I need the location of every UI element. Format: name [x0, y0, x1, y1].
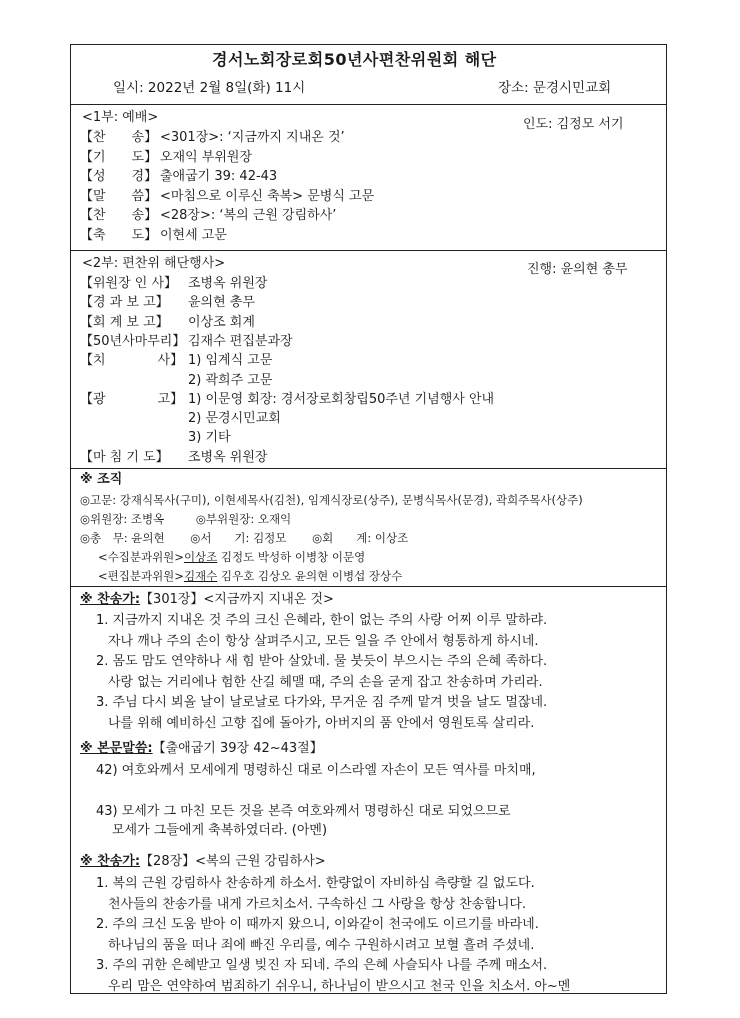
edit-head: 김재수: [183, 569, 218, 583]
org-chair-label: ◎위원장:: [80, 512, 128, 526]
part2-row-label: 【광 고】: [80, 391, 184, 407]
divider-hymn1: [70, 586, 667, 587]
scripture-marker: ※ 본문말씀:: [80, 741, 153, 756]
edit-label: <편집분과위원>: [98, 569, 184, 583]
part1-row-value: <마침으로 이루신 축복> 문병식 고문: [160, 188, 375, 204]
scripture-heading: [80, 741, 323, 757]
page-title: 경서노회장로회50년사편찬위원회 해단: [212, 50, 497, 69]
hymn2-line: 우리 맘은 연약하여 범죄하기 쉬우니, 하나님이 받으시고 천국 인을 치소서. 아~멘: [108, 978, 571, 994]
hymn1-title: 【301장】<지금까지 지내온 것>: [140, 592, 334, 607]
edit-members: 김우호 김상오 윤의현 이병섭 장상수: [217, 569, 403, 583]
event-place: 장소: 문경시민교회: [498, 80, 612, 96]
org-officers-row: [80, 530, 408, 546]
part1-row-label: 【찬 송】: [80, 130, 158, 145]
part2-row-label: 【회 계 보 고】: [80, 314, 169, 330]
part2-row-label: 【마 침 기 도】: [80, 449, 169, 465]
hymn2-line: 천사들의 찬송가를 내게 가르치소서. 구속하신 그 사랑을 항상 찬송합니다.: [108, 896, 527, 912]
hymn1-line: 3. 주님 다시 뵈올 날이 날로날로 다가와, 무거운 짐 주께 맡겨 벗을 날도 멀잖네.: [96, 695, 548, 710]
part1-row-value: <28장>: ‘복의 근원 강림하사’: [160, 208, 337, 223]
part2-row-label: 【경 과 보 고】: [80, 295, 169, 311]
org-secgen-label: ◎총 무:: [80, 531, 128, 545]
part2-row-value: 이상조 회계: [188, 314, 255, 330]
org-clerk: 김정모: [253, 531, 287, 545]
hymn1-line: 2. 몸도 맘도 연약하나 새 힘 받아 살았네. 물 붓듯이 부으시는 주의 은혜 족하다.: [96, 654, 548, 669]
part1-row-label: 【찬 송】: [80, 208, 158, 223]
part2-row-value: 1) 이문영 회장: 경서장로회창립50주년 기념행사 안내: [188, 391, 495, 407]
hymn1-marker: ※ 찬송가:: [80, 592, 141, 607]
hymn2-marker: ※ 찬송가:: [80, 854, 141, 869]
event-datetime: 일시: 2022년 2월 8일(화) 11시: [113, 80, 306, 96]
hymn2-line: 하나님의 품을 떠나 죄에 빠진 우리를, 예수 구원하시려고 보혈 흘려 주셨네.: [108, 937, 535, 953]
org-edit-committee: [98, 568, 402, 584]
part1-row-value: 출애굽기 39: 42-43: [160, 169, 278, 184]
org-treasurer-label: ◎회 계:: [312, 531, 372, 545]
part2-row-label: 【치 사】: [80, 353, 184, 369]
hymn1-line: 1. 지금까지 지내온 것 주의 크신 은혜라, 한이 없는 주의 사랑 어찌 이루 말하랴.: [96, 613, 548, 628]
part2-row-label: 【위원장 인 사】: [80, 276, 178, 291]
part1-row-label: 【성 경】: [80, 169, 158, 184]
part2-row-label: 【50년사마무리】: [80, 333, 186, 349]
part2-row-value: 1) 임계식 고문: [188, 353, 273, 369]
org-vice-label: ◎부위원장:: [195, 512, 255, 526]
verse-43: 43) 모세가 그 마친 모든 것을 본즉 여호와께서 명령하신 대로 되었으므로: [96, 804, 511, 819]
part2-row-value: 조병옥 위원장: [188, 276, 268, 291]
hymn2-line: 3. 주의 귀한 은혜받고 일생 빚진 자 되네. 주의 은혜 사슬되사 나를 주께 매소서.: [96, 958, 548, 973]
part1-row-value: 오재익 부위원장: [160, 149, 253, 165]
part1-row-label: 【말 씀】: [80, 188, 158, 204]
org-collect-committee: [98, 549, 365, 565]
part1-heading: <1부: 예배>: [82, 110, 159, 125]
org-vice: 오재익: [257, 512, 292, 526]
collect-head: 이상조: [183, 550, 218, 564]
org-treasurer: 이상조: [374, 531, 409, 545]
hymn2-title: 【28장】<복의 근원 강림하사>: [140, 854, 326, 869]
part2-row-value: 2) 문경시민교회: [188, 411, 281, 427]
part2-row-value: 2) 곽희주 고문: [188, 372, 273, 388]
part1-row-value: 이현세 고문: [160, 227, 227, 243]
collect-label: <수집분과위원>: [98, 550, 184, 564]
part1-row-label: 【기 도】: [80, 149, 158, 165]
org-heading: ※ 조직: [80, 472, 123, 487]
scripture-ref: 【출애굽기 39장 42~43절】: [152, 741, 323, 756]
part2-row-value: 윤의현 총무: [188, 295, 255, 311]
divider-part2: [70, 250, 667, 251]
hymn1-heading: [80, 592, 334, 608]
part1-row-value: <301장>: ‘지금까지 지내온 것’: [160, 130, 345, 145]
org-chair-row: [80, 511, 291, 527]
org-chair: 조병옥: [130, 512, 165, 526]
part1-row-label: 【축 도】: [80, 227, 158, 243]
part2-row-value: 3) 기타: [188, 430, 231, 446]
hymn1-line: 나를 위해 예비하신 고향 집에 돌아가, 아버지의 품 안에서 영원토록 살리라.: [108, 715, 535, 731]
part2-row-value: 조병옥 위원장: [188, 449, 268, 465]
hymn1-line: 사랑 없는 거리에나 험한 산길 헤맬 때, 주의 손을 굳게 잡고 찬송하며 가리라.: [108, 674, 543, 690]
collect-members: 김정도 박성하 이병창 이문영: [217, 550, 366, 564]
org-advisors: ◎고문: 강재식목사(구미), 이현세목사(김천), 임계식장로(상주), 문병식목사(문경), 곽희주목사(상주): [80, 493, 583, 507]
hymn2-line: 1. 복의 근원 강림하사 찬송하게 하소서. 한량없이 자비하심 측량할 길 없도다.: [96, 876, 535, 891]
part2-row-value: 김재수 편집분과장: [188, 333, 293, 349]
hymn2-line: 2. 주의 크신 도움 받아 이 때까지 왔으니, 이와같이 천국에도 이르기를 바라네.: [96, 917, 539, 932]
part2-heading: <2부: 편찬위 해단행사>: [82, 256, 226, 271]
hymn1-line: 자나 깨나 주의 손이 항상 살펴주시고, 모든 일을 주 안에서 형통하게 하시네.: [108, 633, 539, 649]
divider-org: [70, 468, 667, 469]
org-clerk-label: ◎서 기:: [190, 531, 250, 545]
hymn2-heading: [80, 854, 326, 870]
part2-leader: 진행: 윤의현 총무: [527, 262, 628, 277]
part1-leader: 인도: 김정모 서기: [523, 117, 624, 132]
verse-43-cont: 모세가 그들에게 축복하였더라. (아멘): [112, 823, 328, 838]
divider-part1: [70, 104, 667, 105]
org-secgen: 윤의현: [131, 531, 165, 545]
verse-42: 42) 여호와께서 모세에게 명령하신 대로 이스라엘 자손이 모든 역사를 마치매,: [96, 763, 536, 778]
